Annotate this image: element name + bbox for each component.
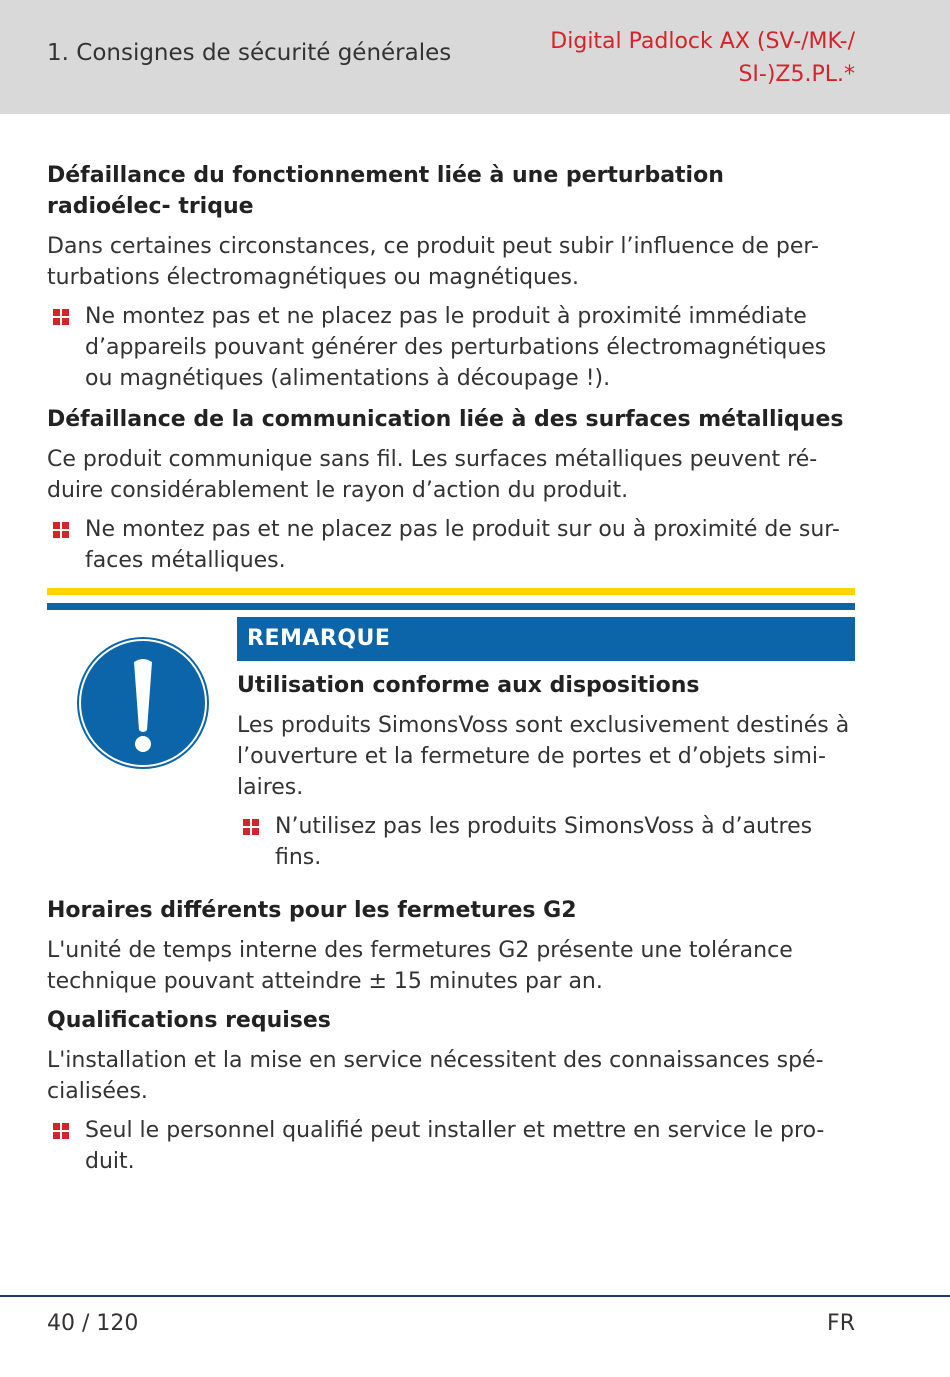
exclamation-circle-icon <box>76 636 210 770</box>
text-radio-interference: Dans certaines circonstances, ce produit peut subir l’influence de per- turbations électromagnétiques ou magnétiques. <box>47 234 819 290</box>
product-title-line-1: Digital Padlock AX (SV-/MK-/ <box>550 29 855 54</box>
heading-qualifications: Qualifications requises <box>47 1008 331 1033</box>
page-number: 40 / 120 <box>47 1311 139 1336</box>
text-g2-timing: L'unité de temps interne des fermetures G2 présente une tolérance technique pouvant atteindre ± 15 minutes par an. <box>47 938 793 994</box>
list-item <box>237 811 855 873</box>
bullet-list-radio <box>47 301 855 394</box>
bullet-list-qualifications <box>47 1115 855 1177</box>
bullet-list-metal <box>47 514 855 576</box>
bullet-text: Ne montez pas et ne placez pas le produit à proximité immédiate d’appareils pouvant générer des perturbations électromagnétiques ou magnétiques (alimentations à découpage !). <box>85 304 827 391</box>
heading-g2-timing: Horaires différents pour les fermetures G2 <box>47 898 577 923</box>
red-square-bullet-icon <box>243 819 259 835</box>
red-square-bullet-icon <box>53 309 69 325</box>
separator-blue <box>47 603 855 610</box>
bullet-list-note <box>237 811 855 873</box>
note-body <box>237 617 855 883</box>
section-title: 1. Consignes de sécurité générales <box>47 40 452 66</box>
separator-yellow <box>47 588 855 595</box>
list-item <box>47 514 855 576</box>
bullet-text: Ne montez pas et ne placez pas le produit sur ou à proximité de sur- faces métalliques. <box>85 517 840 573</box>
note-box <box>47 617 855 891</box>
product-title <box>475 25 855 91</box>
page-header <box>0 0 950 114</box>
red-square-bullet-icon <box>53 522 69 538</box>
note-label: REMARQUE <box>237 617 855 661</box>
footer-divider <box>0 1295 950 1297</box>
bullet-text: Seul le personnel qualifié peut installer et mettre en service le pro- duit. <box>85 1118 825 1174</box>
list-item <box>47 301 855 394</box>
text-qualifications: L'installation et la mise en service nécessitent des connaissances spé- cialisées. <box>47 1048 824 1104</box>
heading-intended-use: Utilisation conforme aux dispositions <box>237 673 700 698</box>
heading-metal-surfaces: Défaillance de la communication liée à des surfaces métalliques <box>47 407 844 432</box>
bullet-text: N’utilisez pas les produits SimonsVoss à d’autres fins. <box>275 814 813 870</box>
red-square-bullet-icon <box>53 1123 69 1139</box>
text-intended-use: Les produits SimonsVoss sont exclusivement destinés à l’ouverture et la fermeture de portes et d’objets simi- laires. <box>237 713 850 800</box>
heading-radio-interference: Défaillance du fonctionnement liée à une perturbation radioélec- trique <box>47 163 724 219</box>
language-code: FR <box>827 1311 855 1336</box>
page-content <box>47 160 855 1187</box>
list-item <box>47 1115 855 1177</box>
text-metal-surfaces: Ce produit communique sans fil. Les surfaces métalliques peuvent ré- duire considérablement le rayon d’action du produit. <box>47 447 818 503</box>
product-title-line-2: SI-)Z5.PL.* <box>738 62 855 87</box>
